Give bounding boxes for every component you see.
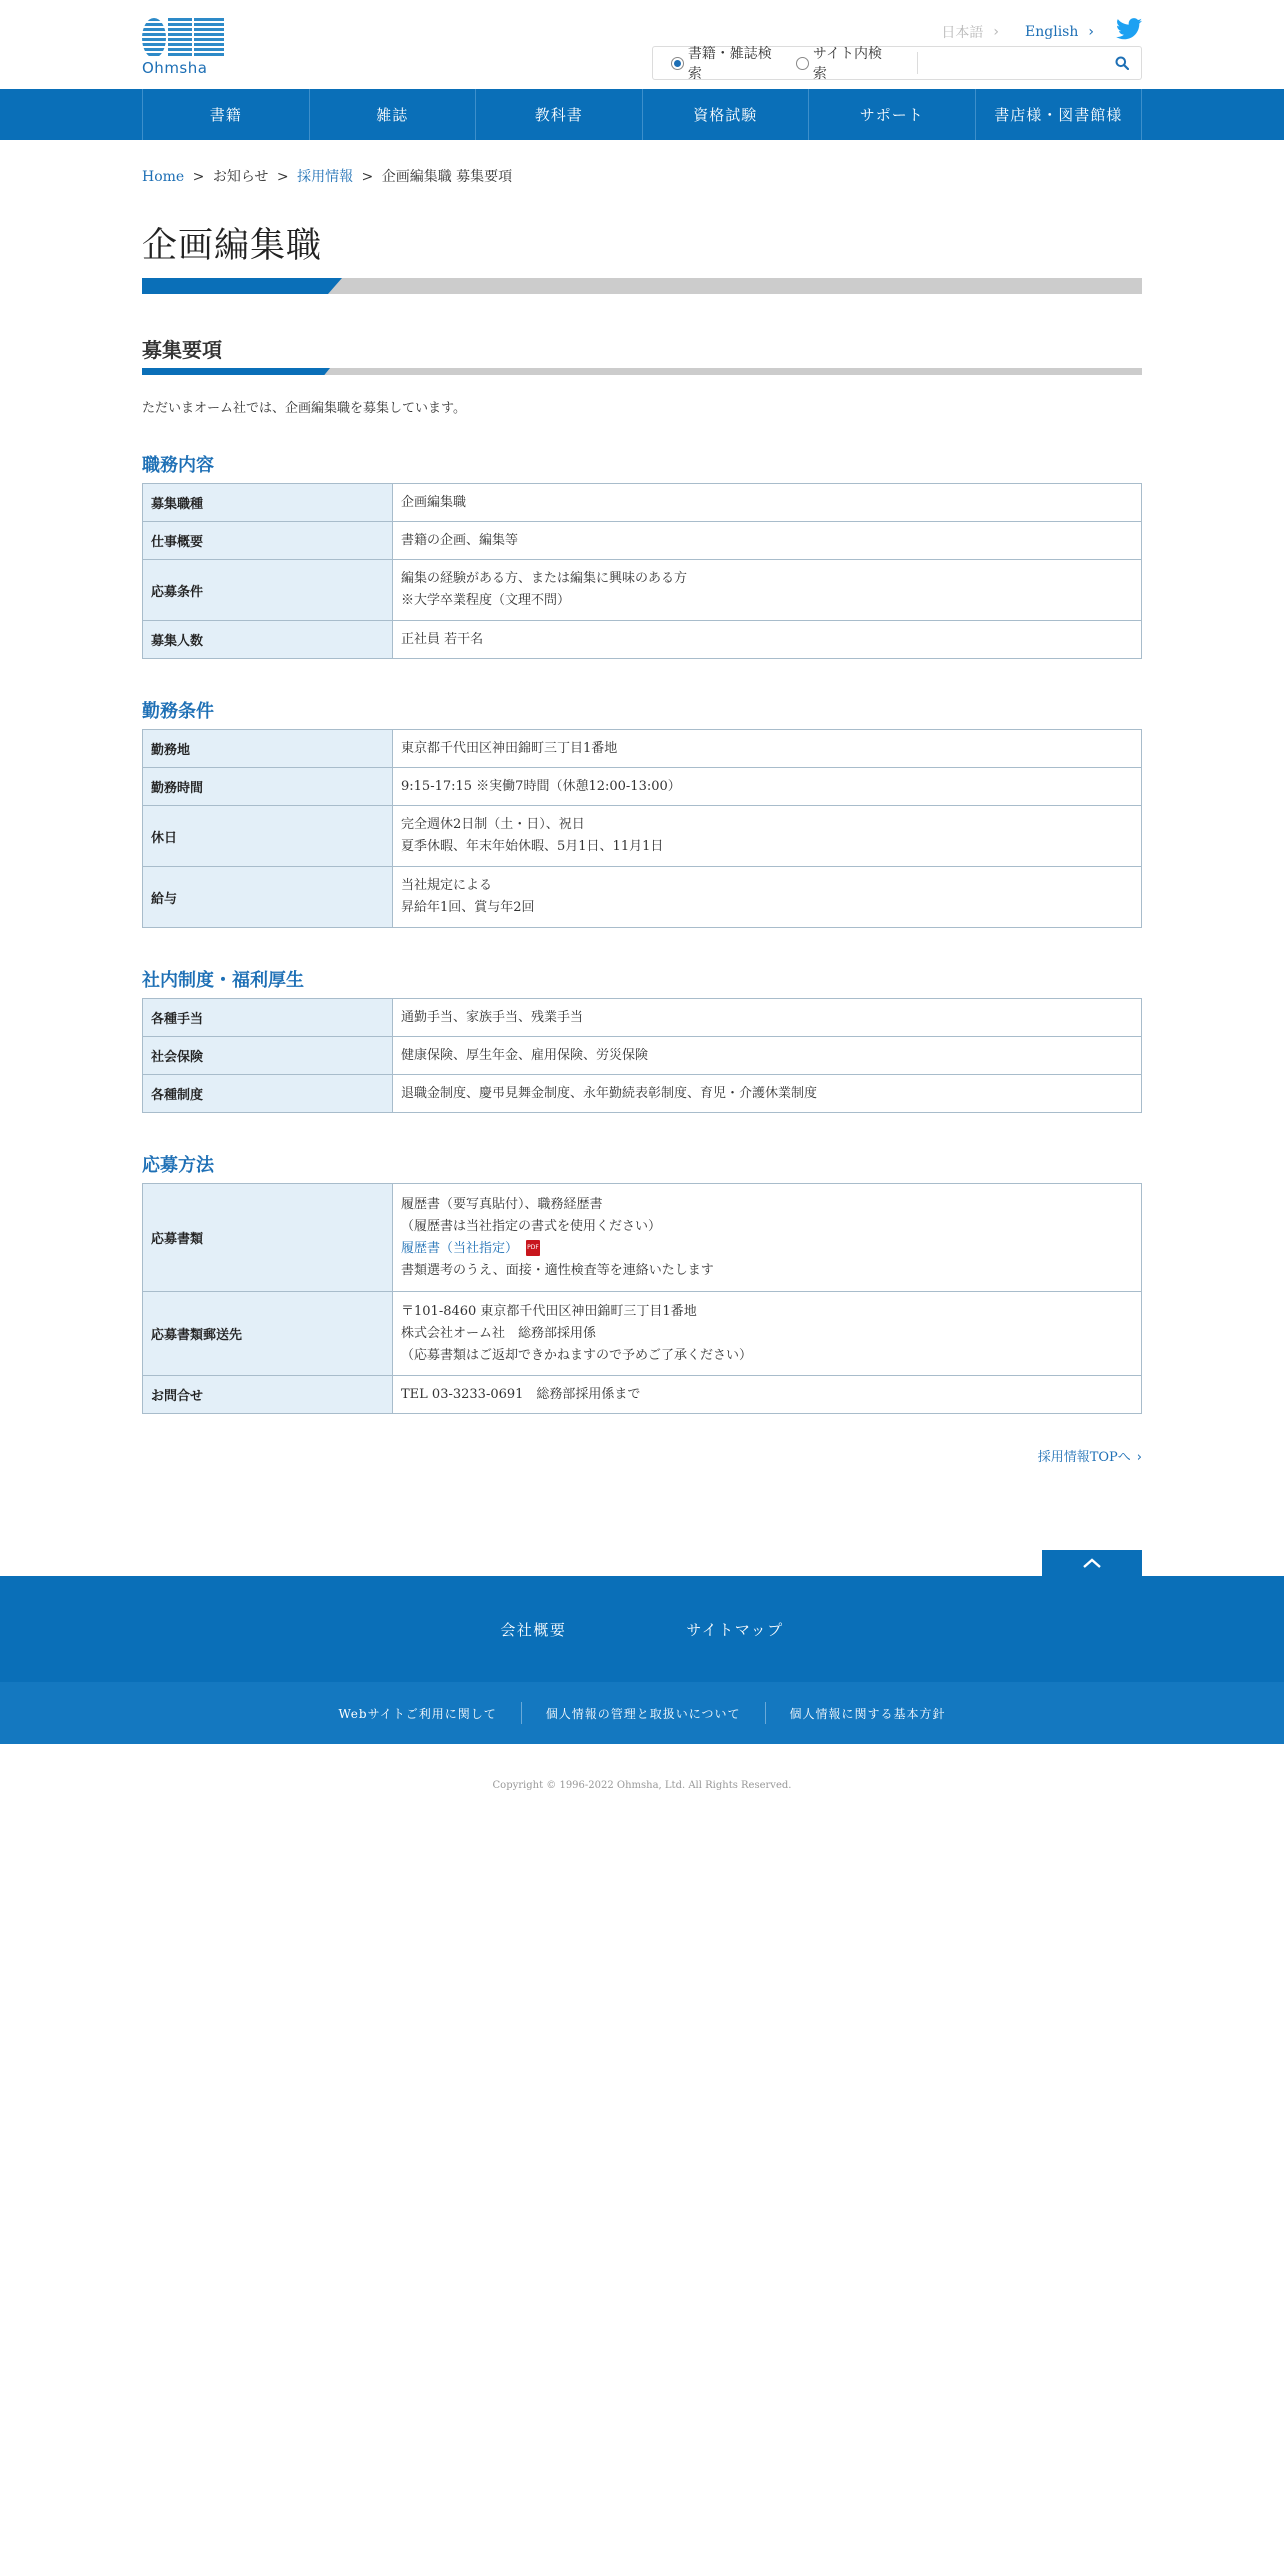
row-value-line: 昇給年1回、賞与年2回: [401, 900, 535, 915]
row-label: 募集人数: [143, 621, 393, 659]
row-label: 仕事概要: [143, 522, 393, 560]
row-label: お問合せ: [143, 1376, 393, 1414]
row-value: 健康保険、厚生年金、雇用保険、労災保険: [393, 1037, 1142, 1075]
how-to-apply-table: [142, 1183, 1142, 1414]
footer-link-sitemap[interactable]: サイトマップ: [686, 1620, 784, 1639]
table-row: [143, 1184, 1142, 1292]
site-header: [0, 0, 1284, 89]
chevron-right-icon: ›: [1088, 24, 1094, 40]
footer-link-site-usage[interactable]: Webサイトご利用に関して: [338, 1706, 497, 1721]
table-row: [143, 867, 1142, 928]
row-value: 9:15-17:15 ※実働7時間（休憩12:00-13:00）: [393, 768, 1142, 806]
breadcrumb-separator: >: [276, 169, 289, 185]
row-value: [393, 1184, 1142, 1292]
welfare-table: [142, 998, 1142, 1113]
job-description-table: [142, 483, 1142, 659]
row-value: 企画編集職: [393, 484, 1142, 522]
nav-item-magazines[interactable]: 雑誌: [310, 89, 477, 140]
back-to-recruit-top: [142, 1446, 1142, 1466]
row-value-line: （履歴書は当社指定の書式を使用ください）: [401, 1218, 662, 1234]
breadcrumb-recruit[interactable]: 採用情報: [297, 169, 354, 185]
row-label: 応募条件: [143, 560, 393, 621]
table-row: [143, 999, 1142, 1037]
working-conditions-table: [142, 729, 1142, 928]
table-row: [143, 768, 1142, 806]
breadcrumb: [142, 166, 1142, 186]
row-label: 各種手当: [143, 999, 393, 1037]
how-to-apply-heading: 応募方法: [142, 1155, 214, 1176]
nav-item-certification[interactable]: 資格試験: [643, 89, 810, 140]
lang-english-label: English: [1025, 24, 1079, 40]
row-label: 社会保険: [143, 1037, 393, 1075]
nav-item-support[interactable]: サポート: [809, 89, 976, 140]
search-bar: [652, 46, 1142, 80]
table-row: [143, 522, 1142, 560]
back-link-label: 採用情報TOPへ: [1037, 1450, 1131, 1465]
nav-item-textbooks[interactable]: 教科書: [476, 89, 643, 140]
search-option-site-label: サイト内検索: [812, 46, 882, 82]
intro-text: ただいまオーム社では、企画編集職を募集しています。: [142, 401, 466, 416]
search-option-books-label: 書籍・雑誌検索: [687, 46, 772, 82]
table-row: [143, 1376, 1142, 1414]
breadcrumb-current: 企画編集職 募集要項: [381, 169, 513, 185]
row-value-line: 履歴書（要写真貼付）、職務経歴書: [401, 1196, 603, 1212]
row-value: 正社員 若干名: [393, 621, 1142, 659]
row-label: 勤務時間: [143, 768, 393, 806]
footer-link-privacy-policy[interactable]: 個人情報に関する基本方針: [789, 1706, 946, 1721]
section-title: 募集要項: [142, 338, 222, 362]
copyright: Copyright © 1996-2022 Ohmsha, Ltd. All Rights Reserved.: [492, 1780, 792, 1791]
title-underline: [142, 278, 1142, 294]
global-nav: [0, 89, 1284, 140]
table-row: [143, 806, 1142, 867]
row-value-line: ※大学卒業程度（文理不問）: [401, 593, 571, 608]
section-underline: [142, 368, 1142, 375]
breadcrumb-separator: >: [361, 169, 374, 185]
resume-form-link[interactable]: 履歴書（当社指定）: [401, 1240, 519, 1256]
chevron-up-icon: [1082, 1557, 1102, 1569]
welfare-heading: 社内制度・福利厚生: [142, 970, 304, 991]
row-value-line: 編集の経験がある方、または編集に興味のある方: [401, 571, 688, 586]
row-value: TEL 03-3233-0691 総務部採用係まで: [393, 1376, 1142, 1414]
lang-english-link[interactable]: [1025, 24, 1094, 40]
search-option-site[interactable]: [796, 43, 894, 83]
breadcrumb-home[interactable]: Home: [142, 169, 185, 185]
table-row: [143, 1037, 1142, 1075]
main-content: [142, 166, 1142, 1466]
row-value: 書籍の企画、編集等: [393, 522, 1142, 560]
table-row: [143, 560, 1142, 621]
row-label: 勤務地: [143, 730, 393, 768]
resume-link-line: [401, 1238, 1133, 1260]
row-value-line: 書類選考のうえ、面接・適性検査等を連絡いたします: [401, 1262, 714, 1278]
row-value: 東京都千代田区神田錦町三丁目1番地: [393, 730, 1142, 768]
table-row: [143, 484, 1142, 522]
row-value-line: （応募書類はご返却できかねますので予めご了承ください）: [401, 1347, 753, 1363]
ohmsha-logo[interactable]: [142, 18, 224, 82]
search-input[interactable]: [917, 48, 1107, 78]
table-row: [143, 730, 1142, 768]
breadcrumb-separator: >: [192, 169, 205, 185]
chevron-right-icon: ›: [993, 24, 1000, 40]
footer-primary: [0, 1576, 1284, 1682]
chevron-right-icon: ›: [1136, 1450, 1142, 1465]
page-top-button[interactable]: [1042, 1550, 1142, 1576]
language-switcher: [941, 22, 1094, 42]
search-option-books[interactable]: [671, 43, 784, 83]
logo-text: Ohmsha: [142, 59, 208, 77]
page-title: 企画編集職: [142, 226, 323, 266]
row-label: 給与: [143, 867, 393, 928]
lang-japanese-link[interactable]: [941, 22, 999, 42]
row-value: 通勤手当、家族手当、残業手当: [393, 999, 1142, 1037]
row-label: 休日: [143, 806, 393, 867]
job-description-heading: 職務内容: [142, 455, 214, 476]
row-value-line: 株式会社オーム社 総務部採用係: [401, 1325, 597, 1341]
row-value: [393, 806, 1142, 867]
breadcrumb-news: お知らせ: [212, 169, 269, 185]
logo-mark: [142, 18, 224, 58]
page-top-wrapper: [142, 1550, 1142, 1576]
radio-site[interactable]: [796, 57, 809, 70]
row-label: 応募書類: [143, 1184, 393, 1292]
row-value: [393, 867, 1142, 928]
table-row: [143, 1075, 1142, 1113]
nav-item-books[interactable]: 書籍: [143, 89, 310, 140]
row-value-line: 〒101-8460 東京都千代田区神田錦町三丁目1番地: [401, 1303, 697, 1319]
row-value: [393, 1292, 1142, 1376]
row-value-line: 当社規定による: [401, 878, 493, 893]
search-icon[interactable]: [1107, 48, 1137, 78]
radio-books[interactable]: [671, 57, 684, 70]
row-value: [393, 560, 1142, 621]
back-to-recruit-top-link[interactable]: [1038, 1450, 1142, 1465]
table-row: [143, 621, 1142, 659]
row-value-line: 完全週休2日制（土・日）、祝日: [401, 817, 585, 832]
twitter-icon[interactable]: [1116, 18, 1142, 40]
footer-secondary: [0, 1682, 1284, 1744]
lang-japanese-label: 日本語: [941, 25, 984, 41]
nav-item-bookstores-libraries[interactable]: 書店様・図書館様: [976, 89, 1143, 140]
footer-link-company[interactable]: 会社概要: [500, 1620, 567, 1639]
pdf-icon[interactable]: PDF: [526, 1240, 540, 1256]
row-label: 各種制度: [143, 1075, 393, 1113]
row-value: 退職金制度、慶弔見舞金制度、永年勤続表彰制度、育児・介護休業制度: [393, 1075, 1142, 1113]
row-label: 応募書類郵送先: [143, 1292, 393, 1376]
row-value-line: 夏季休暇、年末年始休暇、5月1日、11月1日: [401, 839, 664, 854]
table-row: [143, 1292, 1142, 1376]
footer-link-privacy-handling[interactable]: 個人情報の管理と取扱いについて: [545, 1706, 741, 1721]
row-label: 募集職種: [143, 484, 393, 522]
working-conditions-heading: 勤務条件: [142, 701, 214, 722]
